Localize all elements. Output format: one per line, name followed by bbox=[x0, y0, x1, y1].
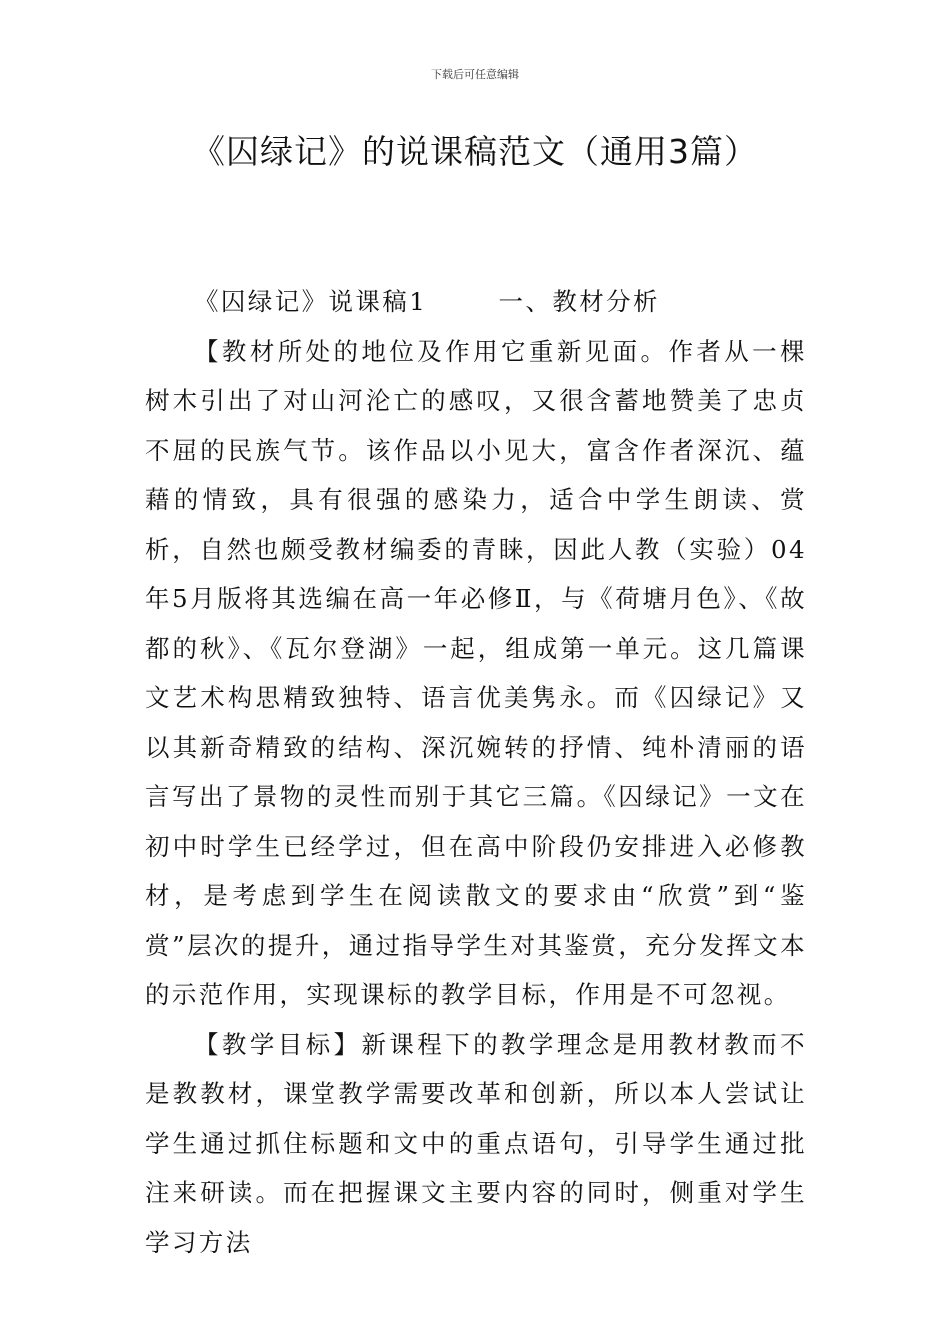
document-body bbox=[145, 277, 807, 1267]
paragraph-textbook-position: 【教材所处的地位及作用它重新见面。作者从一棵树木引出了对山河沦亡的感叹，又很含蓄地赞美了忠贞不屈的民族气节。该作品以小见大，富含作者深沉、蕴藉的情致，具有很强的感染力，适合中学生朗读、赏析，自然也颇受教材编委的青睐，因此人教（实验）04年5月版将其选编在高一年必修Ⅱ，与《荷塘月色》、《故都的秋》、《瓦尔登湖》一起，组成第一单元。这几篇课文艺术构思精致独特、语言优美隽永。而《囚绿记》又以其新奇精致的结构、深沉婉转的抒情、纯朴清丽的语言写出了景物的灵性而别于其它三篇。《囚绿记》一文在初中时学生已经学过，但在高中阶段仍安排进入必修教材，是考虑到学生在阅读散文的要求由“欣赏”到“鉴赏”层次的提升，通过指导学生对其鉴赏，充分发挥文本的示范作用，实现课标的教学目标，作用是不可忽视。 bbox=[145, 336, 807, 1009]
document-title: 《囚绿记》的说课稿范文（通用3篇） bbox=[192, 132, 758, 171]
paragraph-teaching-goals: 【教学目标】新课程下的教学理念是用教材教而不是教教材，课堂教学需要改革和创新，所以本人尝试让学生通过抓住标题和文中的重点语句，引导学生通过批注来研读。而在把握课文主要内容的同时，侧重对学生学习方法 bbox=[145, 1029, 807, 1257]
section-heading: 《囚绿记》说课稿1 bbox=[194, 287, 428, 316]
section-heading-line bbox=[145, 277, 807, 327]
header-note: 下载后可任意编辑 bbox=[431, 68, 519, 81]
section-subheading: 一、教材分析 bbox=[498, 287, 660, 316]
